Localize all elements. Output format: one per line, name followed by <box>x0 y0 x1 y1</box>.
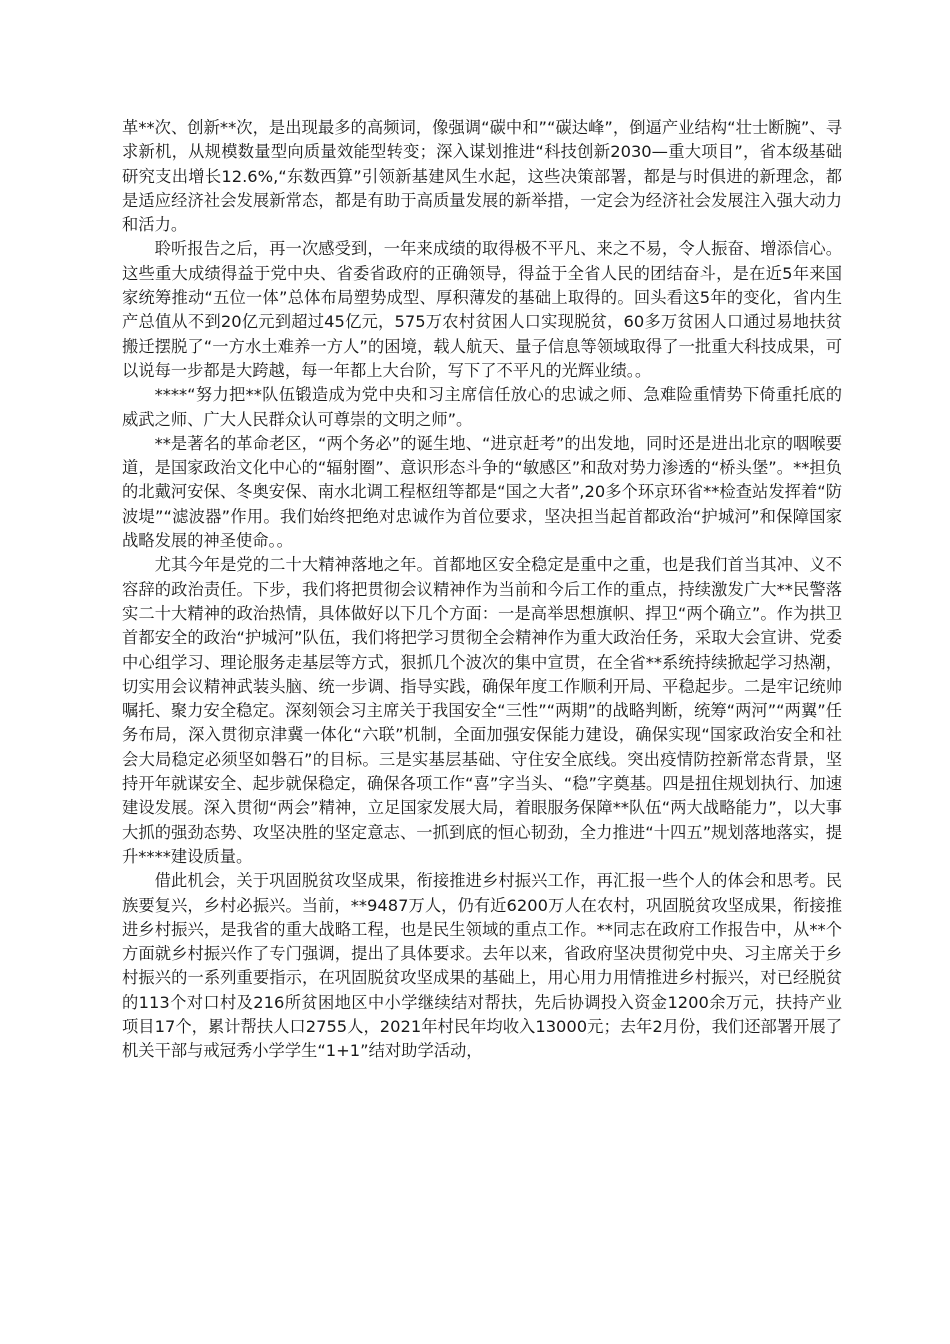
paragraph-6: 借此机会，关于巩固脱贫攻坚成果，衔接推进乡村振兴工作，再汇报一些个人的体会和思考。民族要复兴，乡村必振兴。当前，**9487万人，仍有近6200万人在农村，巩固脱贫攻坚成果，衔接推进乡村振兴，是我省的重大战略工程，也是民生领域的重点工作。**同志在政府工作报告中，从**个方面就乡村振兴作了专门强调，提出了具体要求。去年以来，省政府坚决贯彻党中央、习主席关于乡村振兴的一系列重要指示，在巩固脱贫攻坚成果的基础上，用心用力用情推进乡村振兴，对已经脱贫的113个对口村及216所贫困地区中小学继续结对帮扶，先后协调投入资金1200余万元，扶持产业项目17个，累计帮扶人口2755人，2021年村民年均收入13000元；去年2月份，我们还部署开展了机关干部与戒冠秀小学学生“1+1”结对助学活动， <box>122 871 842 1061</box>
paragraph-3: ****“努力把**队伍锻造成为党中央和习主席信任放心的忠诚之师、急难险重情势下倚重托底的威武之师、广大人民群众认可尊崇的文明之师”。 <box>122 385 842 429</box>
paragraph-2: 聆听报告之后，再一次感受到，一年来成绩的取得极不平凡、来之不易，令人振奋、增添信心。这些重大成绩得益于党中央、省委省政府的正确领导，得益于全省人民的团结奋斗，是在近5年来国家统筹推动“五位一体”总体布局塑势成型、厚积薄发的基础上取得的。回头看这5年的变化，省内生产总值从不到20亿元到超过45亿元，575万农村贫困人口实现脱贫，60多万贫困人口通过易地扶贫搬迁摆脱了“一方水土难养一方人”的困境，载人航天、量子信息等领域取得了一批重大科技成果，可以说每一步都是大跨越，每一年都上大台阶，写下了不平凡的光辉业绩。。 <box>122 239 842 380</box>
paragraph-4: **是著名的革命老区，“两个务必”的诞生地、“进京赶考”的出发地，同时还是进出北京的咽喉要道，是国家政治文化中心的“辐射圈”、意识形态斗争的“敏感区”和敌对势力渗透的“桥头堡”。**担负的北戴河安保、冬奥安保、南水北调工程枢纽等都是“国之大者”,20多个环京环省**检查站发挥着“防波堤”“滤波器”作用。我们始终把绝对忠诚作为首位要求，坚决担当起首都政治“护城河”和保障国家战略发展的神圣使命。。 <box>122 433 842 551</box>
document-page <box>122 116 842 1064</box>
paragraph-5: 尤其今年是党的二十大精神落地之年。首都地区安全稳定是重中之重，也是我们首当其冲、义不容辞的政治责任。下步，我们将把贯彻会议精神作为当前和今后工作的重点，持续激发广大**民警落实二十大精神的政治热情，具体做好以下几个方面：一是高举思想旗帜、捍卫“两个确立”。作为拱卫首都安全的政治“护城河”队伍，我们将把学习贯彻全会精神作为重大政治任务，采取大会宣讲、党委中心组学习、理论服务走基层等方式，狠抓几个波次的集中宣贯，在全省**系统持续掀起学习热潮，切实用会议精神武装头脑、统一步调、指导实践，确保年度工作顺利开局、平稳起步。二是牢记统帅嘱托、聚力安全稳定。深刻领会习主席关于我国安全“三性”“两期”的战略判断，统筹“两河”“两翼”任务布局，深入贯彻京津冀一体化“六联”机制，全面加强安保能力建设，确保实现“国家政治安全和社会大局稳定必须坚如磐石”的目标。三是实基层基础、守住安全底线。突出疫情防控新常态背景，坚持开年就谋安全、起步就保稳定，确保各项工作“喜”字当头、“稳”字奠基。四是扭住规划执行、加速建设发展。深入贯彻“两会”精神，立足国家发展大局，着眼服务保障**队伍“两大战略能力”，以大事大抓的强劲态势、攻坚决胜的坚定意志、一抓到底的恒心韧劲，全力推进“十四五”规划落地落实，提升****建设质量。 <box>122 555 842 866</box>
paragraph-1: 革**次、创新**次，是出现最多的高频词，像强调“碳中和”“碳达峰”，倒逼产业结构“壮士断腕”、寻求新机，从规模数量型向质量效能型转变；深入谋划推进“科技创新2030—重大项目”，省本级基础研究支出增长12.6%,“东数西算”引领新基建风生水起，这些决策部署，都是与时俱进的新理念，都是适应经济社会发展新常态，都是有助于高质量发展的新举措，一定会为经济社会发展注入强大动力和活力。 <box>122 118 842 235</box>
